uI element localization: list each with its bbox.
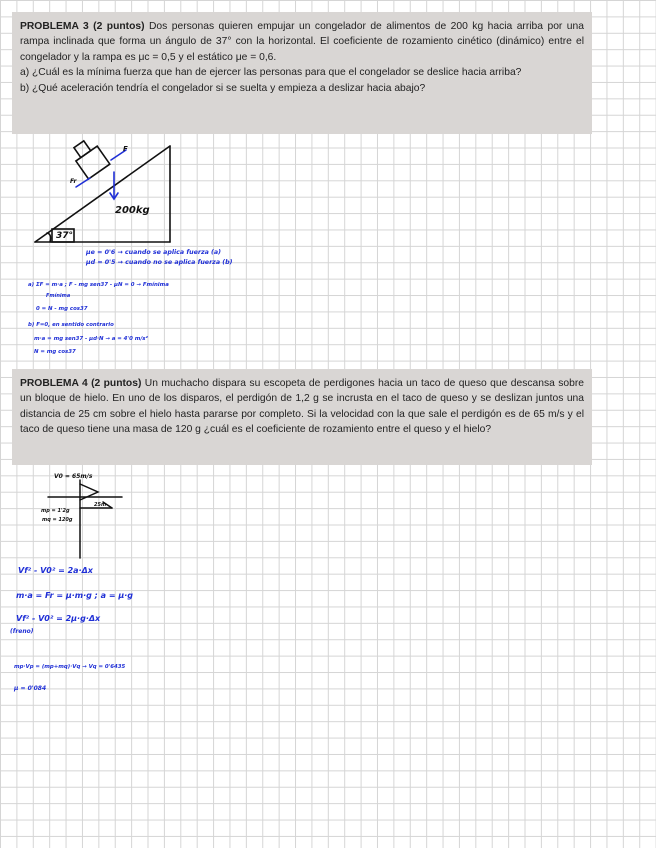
- problem-3-text: Dos personas quieren empujar un congelador de alimentos de 200 kg hacia arriba por una rampa inclinada que forma un ángulo de 37° con la horizontal. El coeficiente de rozamiento cinético (dinámico) entre el congelador y la rampa es μc = 0,5 y el estático μe = 0,6.: [20, 21, 584, 63]
- force-label: F: [123, 145, 128, 153]
- problem-3-question-b: b) ¿Qué aceleración tendría el congelador si se suelta y empieza a deslizar hacia abajo?: [20, 82, 426, 94]
- part-b-line-3: N = mg cos37: [34, 349, 76, 355]
- problem-3-statement: [12, 12, 592, 134]
- part-b-line-2: m·a = mg sen37 - μd·N → a = 4'0 m/s²: [34, 336, 148, 342]
- mu-d-note: μd = 0'5 → cuando no se aplica fuerza (b): [86, 259, 233, 266]
- mass-label: 200kg: [115, 205, 150, 216]
- result-mu: μ = 0'084: [14, 685, 47, 692]
- equation-1: Vf² - V0² = 2a·Δx: [18, 566, 93, 575]
- freezer-box: [76, 146, 110, 179]
- mu-e-note: μe = 0'6 → cuando se aplica fuerza (a): [86, 249, 222, 256]
- mp-label: mp = 1'2g: [41, 508, 70, 514]
- part-b-line-1: b) F=0, en sentido contrario: [28, 322, 114, 328]
- problem-4-statement: [12, 369, 592, 465]
- v0-label: V0 = 65m/s: [54, 473, 93, 480]
- equation-4: mp·Vp = (mp+mq)·Vq → Vq = 0'6435: [14, 664, 126, 670]
- angle-label: 37°: [56, 231, 74, 241]
- incline-diagram: [28, 138, 188, 248]
- mq-label: mq = 120g: [42, 517, 73, 523]
- equation-3: Vf² - V0² = 2μ·g·Δx: [16, 614, 101, 623]
- friction-label: Fr: [70, 178, 77, 185]
- problem-4-heading: PROBLEMA 4 (2 puntos): [20, 378, 142, 389]
- problem-3-heading: PROBLEMA 3 (2 puntos): [20, 21, 145, 32]
- angle-arc: [47, 233, 51, 242]
- ramp-slope: [35, 146, 170, 242]
- part-a-line-2: Fmínima: [46, 293, 71, 299]
- equation-2: m·a = Fr = μ·m·g ; a = μ·g: [16, 591, 133, 600]
- equation-3-note: (freno): [10, 628, 34, 635]
- problem-3-question-a: a) ¿Cuál es la mínima fuerza que han de ejercer las personas para que el congelador se deslice hacia arriba?: [20, 67, 522, 79]
- part-a-line-3: 0 = N - mg cos37: [36, 306, 88, 312]
- distance-label: 25m: [94, 502, 107, 508]
- part-a-line-1: a) ΣF = m·a ; F - mg sen37 - μN = 0 → Fmínima: [28, 282, 169, 288]
- problem-4-text: Un muchacho dispara su escopeta de perdigones hacia un taco de queso que descansa sobre un bloque de hielo. En uno de los disparos, el perdigón de 1,2 g se incrusta en el taco de queso y se deslizan juntos una distancia de 25 cm sobre el hielo hasta pararse por completo. Si la velocidad con la que sale el perdigón es de 65 m/s y el taco de queso tiene una masa de 120 g ¿cuál es el coeficiente de rozamiento entre el queso y el hielo?: [20, 378, 584, 436]
